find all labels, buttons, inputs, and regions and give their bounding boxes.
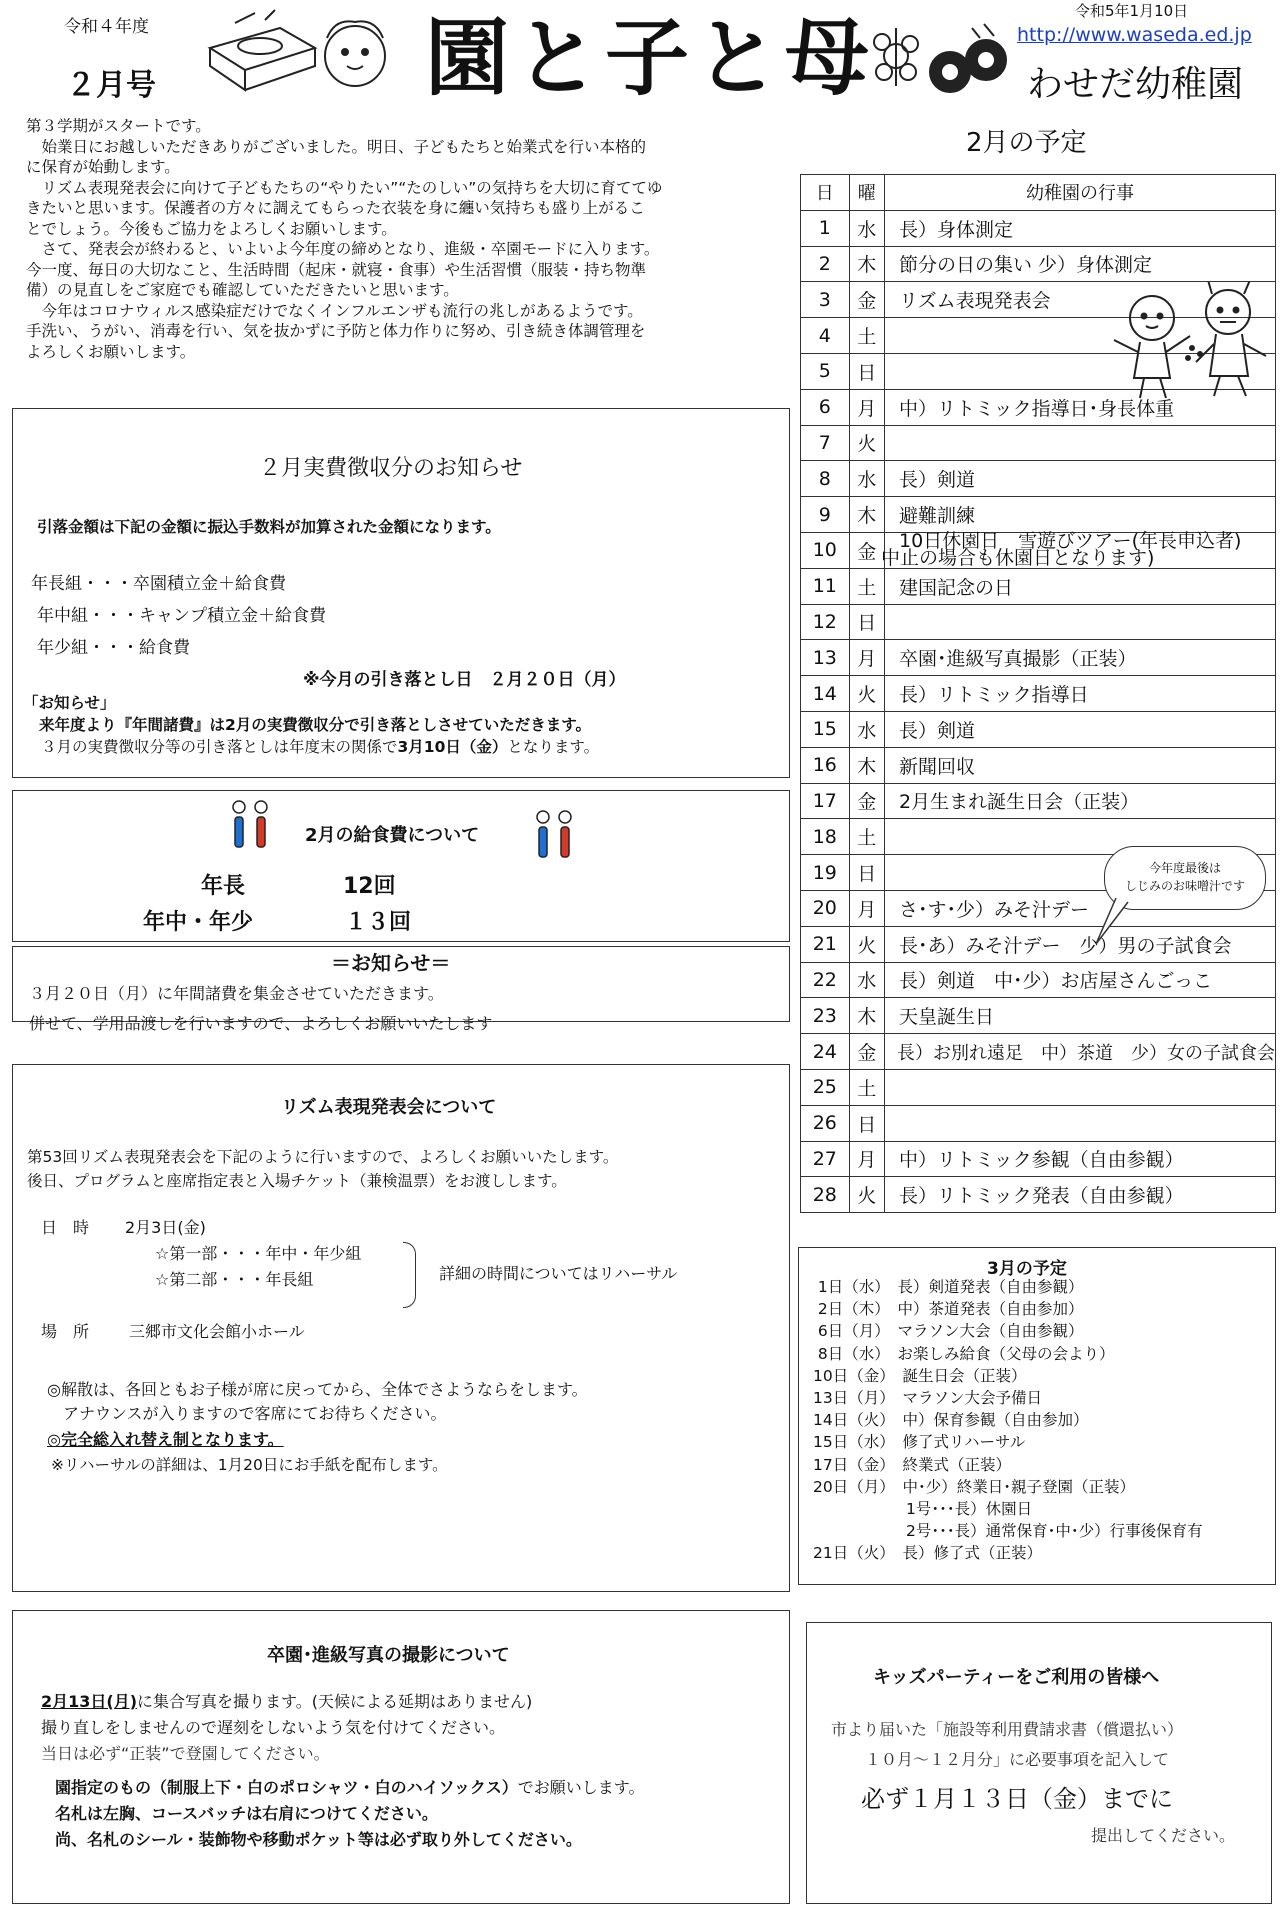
schedule-weekday: 日 <box>849 855 884 891</box>
intro-line: リズム表現発表会に向けて子どもたちの“やりたい”“たのしい”の気持ちを大切に育ててゆ <box>26 178 663 197</box>
schedule-row <box>801 640 1276 676</box>
schedule-weekday: 日 <box>849 604 884 640</box>
schedule-event: 建国記念の日 <box>885 568 1276 604</box>
march-row: 15日（水） 修了式リハーサル <box>813 1433 1026 1452</box>
fees-notice-text: ３月の実費徴収分等の引き落としは年度末の関係で <box>41 738 398 756</box>
lunch-count: １３回 <box>345 910 412 935</box>
march-row: 13日（月） マラソン大会予備日 <box>813 1389 1042 1408</box>
lunch-fee-box <box>12 790 790 942</box>
schedule-weekday: 火 <box>849 926 884 962</box>
schedule-event: 天皇誕生日 <box>885 998 1276 1034</box>
schedule-row <box>801 425 1276 461</box>
schedule-event: 長）剣道 中･少）お店屋さんごっこ <box>885 962 1276 998</box>
schedule-event: 2月生まれ誕生日会（正装） <box>885 783 1276 819</box>
replacement-notice: ◎完全総入れ替え制となります。 <box>47 1430 284 1449</box>
schedule-weekday: 水 <box>849 711 884 747</box>
schedule-day: 15 <box>801 711 850 747</box>
brace-note: 詳細の時間についてはリハーサル <box>439 1264 678 1283</box>
schedule-weekday: 月 <box>849 640 884 676</box>
schedule-day: 20 <box>801 890 850 926</box>
schedule-day: 18 <box>801 819 850 855</box>
schedule-event: リズム表現発表会 <box>885 282 1276 318</box>
schedule-event: 卒園･進級写真撮影（正装） <box>885 640 1276 676</box>
schedule-row <box>801 497 1276 533</box>
fees-notice-label: 「お知らせ」 <box>23 694 116 712</box>
fees-notice-text: となります。 <box>507 738 600 756</box>
withdrawal-date: ※今月の引き落とし日 ２月２０日（月） <box>303 670 626 690</box>
schedule-weekday: 金 <box>849 282 884 318</box>
schedule-day: 10 <box>801 532 850 568</box>
fees-item: 年中組・・・キャンプ積立金＋給食費 <box>37 606 326 626</box>
photo-line: 当日は必ず“正装”で登園してください。 <box>41 1744 330 1763</box>
schedule-row <box>801 962 1276 998</box>
schedule-day: 4 <box>801 318 850 354</box>
intro-line: 第３学期がスタートです。 <box>26 117 211 135</box>
school-url-link[interactable]: http://www.waseda.ed.jp <box>1017 24 1252 46</box>
photo-session-box <box>12 1610 790 1904</box>
fees-notice-line: 来年度より『年間諸費』は2月の実費徴収分で引き落としさせていただきます。 <box>39 716 592 734</box>
kids-line: 提出してください。 <box>1091 1826 1236 1845</box>
march-row: 2日（木） 中）茶道発表（自由参加） <box>813 1300 1084 1319</box>
lunch-group: 年長 <box>201 874 246 899</box>
schedule-weekday: 金 <box>849 783 884 819</box>
norimaki-icon <box>924 20 1012 104</box>
fees-lead: 引落金額は下記の金額に振込手数料が加算された金額になります。 <box>37 518 501 536</box>
march-row: 17日（金） 終業式（正装） <box>813 1455 1011 1474</box>
schedule-weekday: 土 <box>849 568 884 604</box>
intro-line: とでしょう。今後もご協力をよろしくお願いします。 <box>26 219 397 238</box>
intro-line: 備）の見直しをご家庭でも確認していただきたいと思います。 <box>26 281 459 299</box>
fees-notice-date: 3月10日（金） <box>397 738 508 756</box>
photo-line: 撮り直しをしませんので遅刻をしないよう気を付けてください。 <box>41 1718 506 1737</box>
rhythm-note: アナウンスが入りますので客席にてお待ちください。 <box>47 1404 447 1423</box>
schedule-weekday: 土 <box>849 318 884 354</box>
intro-line: 今年はコロナウィルス感染症だけでなくインフルエンザも流行の兆しがあるようです。 <box>26 301 643 320</box>
setsubun-children-illustration <box>1100 282 1276 410</box>
plum-icon <box>868 26 924 92</box>
schedule-day: 17 <box>801 783 850 819</box>
schedule-weekday: 月 <box>849 890 884 926</box>
kids-deadline: 必ず１月１３日（金）までに <box>861 1785 1173 1813</box>
annual-fee-notice-box <box>12 946 790 1033</box>
intro-line: に保育が始動します。 <box>26 158 180 176</box>
intro-line: よろしくお願いします。 <box>26 342 196 361</box>
schedule-day: 19 <box>801 855 850 891</box>
lunch-group: 年中・年少 <box>143 910 254 935</box>
schedule-weekday: 金 <box>849 1034 884 1070</box>
inkstone-illustration <box>205 8 395 98</box>
photo-uniform: 園指定のもの（制服上下・白のポロシャツ・白のハイソックス） <box>55 1778 518 1797</box>
march-schedule-box <box>798 1247 1276 1585</box>
lunch-count: 12回 <box>343 874 396 899</box>
utensils-icon <box>533 809 577 867</box>
schedule-row <box>801 783 1276 819</box>
schedule-event: 新聞回収 <box>885 747 1276 783</box>
date-value: 2月3日(金) <box>125 1218 206 1237</box>
col-day-header: 日 <box>801 175 850 211</box>
schedule-row <box>801 676 1276 712</box>
intro-line: 手洗い、うがい、消毒を行い、気を抜かずに予防と体力作りに努め、引き続き体調管理を <box>26 322 646 340</box>
schedule-day: 23 <box>801 998 850 1034</box>
schedule-event: 長）剣道 <box>885 461 1276 497</box>
schedule-weekday: 日 <box>849 353 884 389</box>
school-name: わせだ幼稚園 <box>1027 64 1244 105</box>
schedule-event <box>885 1069 1276 1105</box>
schedule-event: 節分の日の集い 少）身体測定 <box>885 246 1276 282</box>
photo-line: 尚、名札のシール・装飾物や移動ポケット等は必ず取り外してください。 <box>55 1830 582 1849</box>
march-rows <box>813 1276 1203 1565</box>
schedule-weekday: 木 <box>849 246 884 282</box>
march-row: 6日（月） マラソン大会（自由参観） <box>813 1322 1084 1341</box>
photo-date: 2月13日(月) <box>41 1692 138 1711</box>
schedule-weekday: 金 <box>849 532 884 568</box>
schedule-weekday: 土 <box>849 1069 884 1105</box>
schedule-row <box>801 604 1276 640</box>
schedule-weekday: 火 <box>849 425 884 461</box>
schedule-row <box>801 926 1276 962</box>
schedule-day: 1 <box>801 210 850 246</box>
schedule-weekday: 火 <box>849 1177 884 1213</box>
intro-line: 今一度、毎日の大切なこと、生活時間（起床・就寝・食事）や生活習慣（服装・持ち物準 <box>26 260 647 279</box>
schedule-weekday: 月 <box>849 389 884 425</box>
schedule-event <box>885 604 1276 640</box>
col-weekday-header: 曜 <box>849 175 884 211</box>
schedule-day: 6 <box>801 389 850 425</box>
bubble-line: しじみのお味噌汁です <box>1124 879 1245 893</box>
schedule-weekday: 水 <box>849 210 884 246</box>
schedule-day: 2 <box>801 246 850 282</box>
schedule-row <box>801 246 1276 282</box>
kids-line: １０月～１２月分」に必要事項を記入して <box>865 1750 1170 1769</box>
schedule-row <box>801 1105 1276 1141</box>
march-row: 1号･･･長）休園日 <box>813 1500 1033 1519</box>
schedule-row <box>801 1034 1276 1070</box>
schedule-row <box>801 210 1276 246</box>
march-row: 21日（火） 長）修了式（正装） <box>813 1544 1042 1563</box>
schedule-day: 12 <box>801 604 850 640</box>
schedule-day: 11 <box>801 568 850 604</box>
schedule-row <box>801 1141 1276 1177</box>
photo-line: 名札は左胸、コースバッチは右肩につけてください。 <box>55 1804 438 1823</box>
schedule-row <box>801 711 1276 747</box>
rhythm-note <box>47 1427 284 1450</box>
schedule-weekday: 木 <box>849 497 884 533</box>
march-heading: 3月の予定 <box>987 1259 1067 1279</box>
schedule-weekday: 水 <box>849 461 884 497</box>
schedule-day: 21 <box>801 926 850 962</box>
rhythm-lead: 第53回リズム表現発表会を下記のように行いますので、よろしくお願いいたします。 <box>27 1148 619 1166</box>
schedule-weekday: 土 <box>849 819 884 855</box>
schedule-event <box>885 1105 1276 1141</box>
schedule-weekday: 日 <box>849 1105 884 1141</box>
march-row: 2号･･･長）通常保育･中･少）行事後保育有 <box>813 1522 1203 1541</box>
col-event-header: 幼稚園の行事 <box>885 175 1276 211</box>
kids-line: 市より届いた「施設等利用費請求書（償還払い） <box>831 1720 1184 1739</box>
issue-date: 令和5年1月10日 <box>1075 2 1189 20</box>
fees-item: 年長組・・・卒園積立金＋給食費 <box>31 574 286 594</box>
place-value: 三郷市文化会館小ホール <box>129 1322 305 1341</box>
schedule-row <box>801 998 1276 1034</box>
schedule-day: 26 <box>801 1105 850 1141</box>
utensils-icon <box>229 799 273 857</box>
schedule-day: 14 <box>801 676 850 712</box>
place-label: 場 所 <box>41 1322 90 1341</box>
fiscal-year: 令和４年度 <box>64 17 149 37</box>
schedule-day: 25 <box>801 1069 850 1105</box>
schedule-row <box>801 532 1276 568</box>
photo-line-text: でお願いします。 <box>517 1778 645 1797</box>
rhythm-lead: 後日、プログラムと座席指定表と入場チケット（兼検温票）をお渡しします。 <box>27 1172 567 1190</box>
fees-notice-box <box>12 408 790 778</box>
schedule-event: 長）身体測定 <box>885 210 1276 246</box>
schedule-event: 中）リトミック参観（自由参観） <box>885 1141 1276 1177</box>
oshirase-line: 併せて、学用品渡しを行いますので、よろしくお願いいたします <box>29 1014 493 1033</box>
schedule-event: 長）リトミック発表（自由参観） <box>885 1177 1276 1213</box>
schedule-weekday: 木 <box>849 998 884 1034</box>
schedule-weekday: 木 <box>849 747 884 783</box>
schedule-day: 16 <box>801 747 850 783</box>
schedule-weekday: 火 <box>849 676 884 712</box>
lunch-heading: 2月の給食費について <box>305 825 480 846</box>
issue-label: ２月号 <box>66 68 156 103</box>
schedule-event <box>885 425 1276 461</box>
schedule-day: 5 <box>801 353 850 389</box>
march-row: 14日（火） 中）保育参観（自由参加） <box>813 1411 1089 1430</box>
fees-heading: ２月実費徴収分のお知らせ <box>259 456 523 481</box>
schedule-event: 長･あ）みそ汁デー 少）男の子試食会 <box>885 926 1276 962</box>
schedule-day: 24 <box>801 1034 850 1070</box>
schedule-day: 9 <box>801 497 850 533</box>
snow-tour-note: 10日休園日 雪遊びツアー(年長申込者) <box>899 530 1242 553</box>
march-row: 10日（金） 誕生日会（正装） <box>813 1366 1027 1385</box>
schedule-header-row <box>801 175 1276 211</box>
oshirase-line: ３月２０日（月）に年間諸費を集金させていただきます。 <box>29 984 444 1003</box>
march-row: 8日（水） お楽しみ給食（父母の会より） <box>813 1344 1115 1363</box>
schedule-event: さ･す･少）みそ汁デー <box>885 890 1276 926</box>
schedule-row <box>801 1069 1276 1105</box>
photo-line <box>41 1689 532 1712</box>
photo-line <box>55 1775 644 1798</box>
kids-party-box <box>806 1622 1272 1904</box>
schedule-day: 22 <box>801 962 850 998</box>
bubble-line: 今年度最後は <box>1148 861 1221 875</box>
schedule-weekday: 月 <box>849 1141 884 1177</box>
bubble-tail <box>1094 898 1130 952</box>
schedule-day: 28 <box>801 1177 850 1213</box>
photo-heading: 卒園･進級写真の撮影について <box>267 1645 510 1666</box>
schedule-row <box>801 747 1276 783</box>
oshirase-heading: ＝お知らせ＝ <box>331 951 451 975</box>
intro-line: さて、発表会が終わると、いよいよ今年度の締めとなり、進級・卒園モードに入ります。 <box>26 240 660 258</box>
part-one: ☆第一部・・・年中・年少組 <box>155 1244 362 1263</box>
schedule-row <box>801 568 1276 604</box>
intro-line: 始業日にお越しいただきありがございました。明日、子どもたちと始業式を行い本格的 <box>26 137 647 156</box>
kids-heading: キッズパーティーをご利用の皆様へ <box>873 1667 1160 1688</box>
rhythm-heading: リズム表現発表会について <box>281 1097 497 1118</box>
newsletter-title: 園と子と母 <box>425 8 876 107</box>
schedule-event: 長）剣道 <box>885 711 1276 747</box>
schedule-row <box>801 461 1276 497</box>
photo-line-text: に集合写真を撮ります。(天候による延期はありません) <box>137 1692 533 1711</box>
rhythm-note: ◎解散は、各回ともお子様が席に戻ってから、全体でさようならをします。 <box>47 1380 588 1399</box>
schedule-day: 13 <box>801 640 850 676</box>
schedule-row <box>801 1177 1276 1213</box>
rhythm-note: ※リハーサルの詳細は、1月20日にお手紙を配布します。 <box>51 1456 448 1474</box>
march-row: 1日（水） 長）剣道発表（自由参観） <box>813 1278 1084 1296</box>
schedule-event: 長）リトミック指導日 <box>885 676 1276 712</box>
date-label: 日 時 <box>41 1218 90 1237</box>
march-row: 20日（月） 中･少）終業日･親子登園（正装） <box>813 1477 1135 1496</box>
brace-shape <box>403 1242 416 1308</box>
part-two: ☆第二部・・・年長組 <box>155 1270 314 1289</box>
schedule-day: 7 <box>801 425 850 461</box>
intro-text <box>26 116 776 362</box>
schedule-weekday: 水 <box>849 962 884 998</box>
intro-line: きたいと思います。保護者の方々に調えてもらった衣装を身に纏い気持ちも盛り上がるこ <box>26 199 645 217</box>
schedule-day: 27 <box>801 1141 850 1177</box>
schedule-event: 避難訓練 <box>885 497 1276 533</box>
schedule-day: 8 <box>801 461 850 497</box>
fees-notice-line <box>41 735 599 757</box>
schedule-heading: 2月の予定 <box>966 128 1087 158</box>
fees-item: 年少組・・・給食費 <box>37 638 190 658</box>
rhythm-recital-box <box>12 1064 790 1592</box>
schedule-day: 3 <box>801 282 850 318</box>
schedule-event <box>881 530 1276 570</box>
schedule-event: 中）リトミック指導日･身長体重 <box>885 389 1276 425</box>
snow-tour-note: 中止の場合も休園日となります) <box>881 547 1155 570</box>
schedule-event: 長）お別れ遠足 中）茶道 少）女の子試食会 <box>885 1034 1276 1070</box>
